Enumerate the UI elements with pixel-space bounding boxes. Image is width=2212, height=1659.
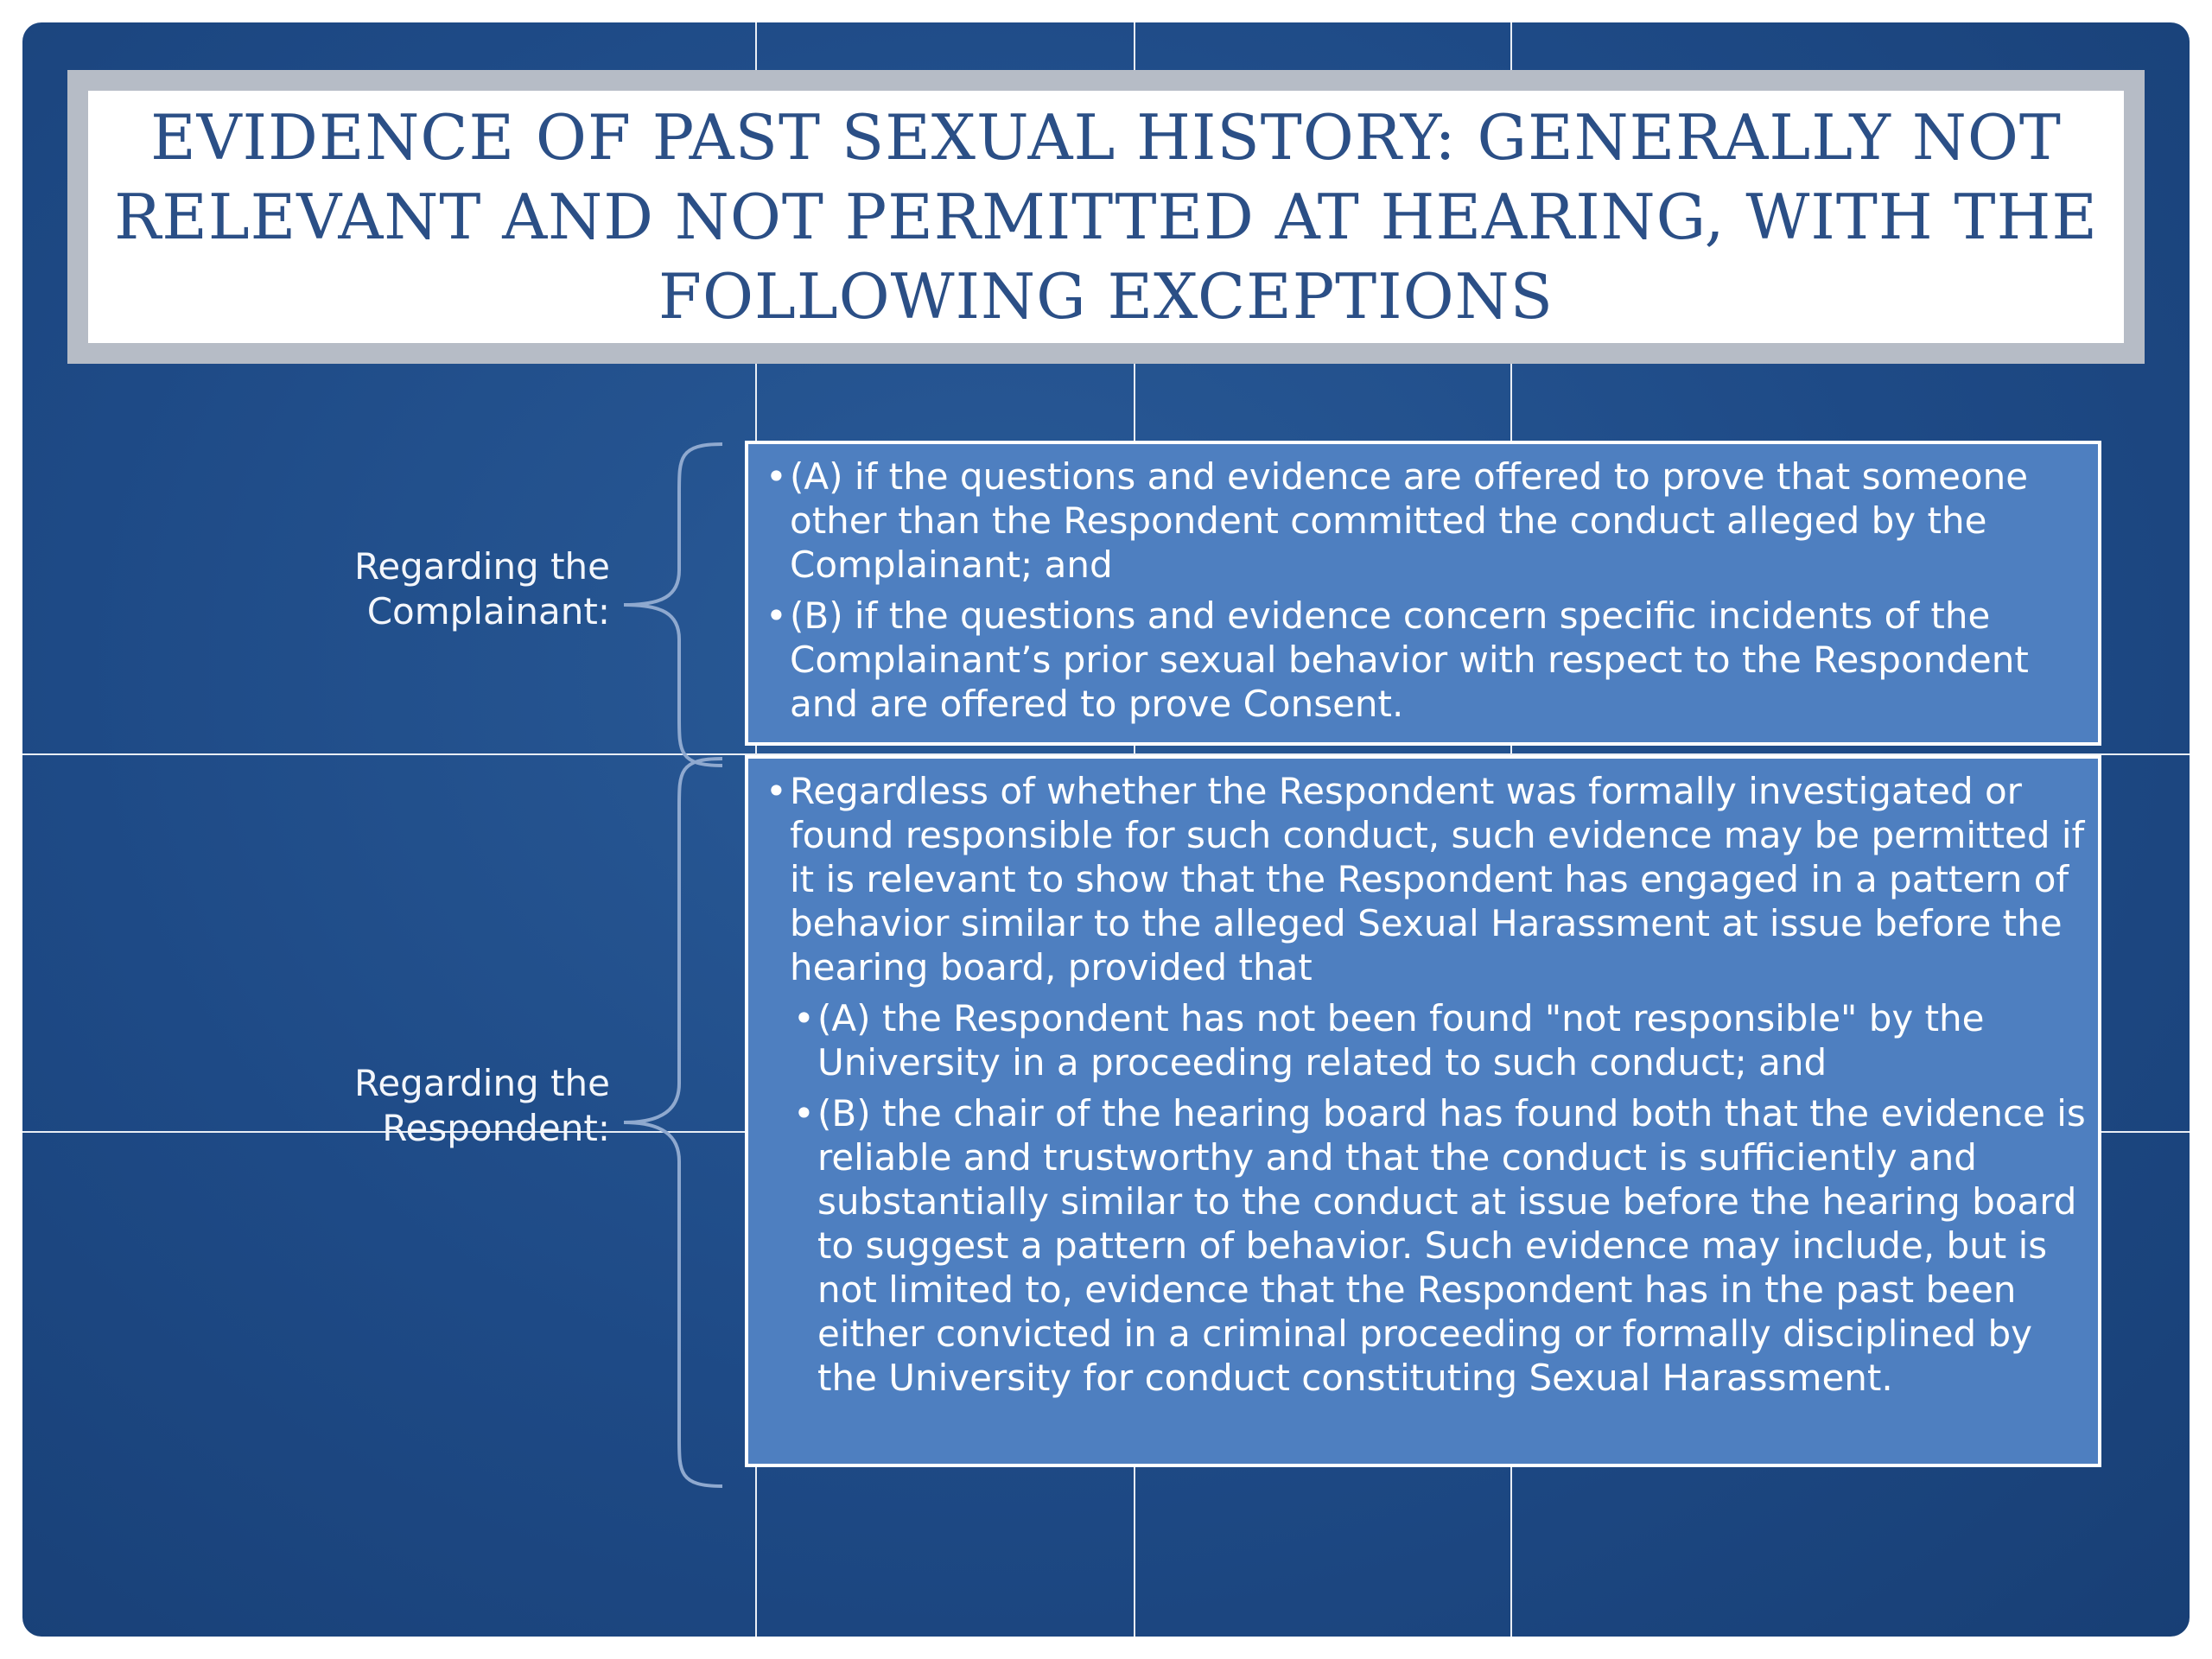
- title-frame: [67, 70, 2145, 364]
- complainant-exceptions-box: [745, 441, 2101, 746]
- title-box: [88, 91, 2124, 343]
- list-item: • (B) if the questions and evidence concern specific incidents of the Complainant’s prior sexual behavior with respect to the Respondent and are offered to prove Consent.: [760, 594, 2086, 726]
- slide-title: EVIDENCE OF PAST SEXUAL HISTORY: GENERALLY NOT RELEVANT AND NOT PERMITTED AT HEARING, WITH THE FOLLOWING EXCEPTIONS: [114, 101, 2098, 333]
- slide: [22, 22, 2190, 1637]
- respondent-brace-icon: [619, 755, 731, 1490]
- complainant-label: [247, 544, 610, 634]
- list-item: • (A) the Respondent has not been found "not responsible" by the University in a proceeding related to such conduct; and: [788, 996, 2086, 1084]
- list-item: • (B) the chair of the hearing board has found both that the evidence is reliable and trustworthy and that the conduct is sufficiently and substantially similar to the conduct at issue before the hearing board to suggest a pattern of behavior. Such evidence may include, but is not limited to, evidence that the Respondent has in the past been either convicted in a criminal proceeding or formally disciplined by the University for conduct constituting Sexual Harassment.: [788, 1091, 2086, 1400]
- complainant-label-line1: Regarding the: [354, 545, 610, 588]
- list-item: • Regardless of whether the Respondent was formally investigated or found responsible for such conduct, such evidence may be permitted if it is relevant to show that the Respondent has engaged in a pattern of behavior similar to the alleged Sexual Harassment at issue before the hearing board, provided that: [760, 769, 2086, 989]
- respondent-label: [247, 1061, 610, 1151]
- respondent-label-line2: Respondent:: [382, 1107, 610, 1149]
- complainant-label-line2: Complainant:: [366, 590, 610, 632]
- complainant-brace-icon: [619, 441, 731, 769]
- respondent-exceptions-box: [745, 755, 2101, 1467]
- list-item: • (A) if the questions and evidence are offered to prove that someone other than the Respondent committed the conduct alleged by the Complainant; and: [760, 454, 2086, 587]
- respondent-label-line1: Regarding the: [354, 1062, 610, 1104]
